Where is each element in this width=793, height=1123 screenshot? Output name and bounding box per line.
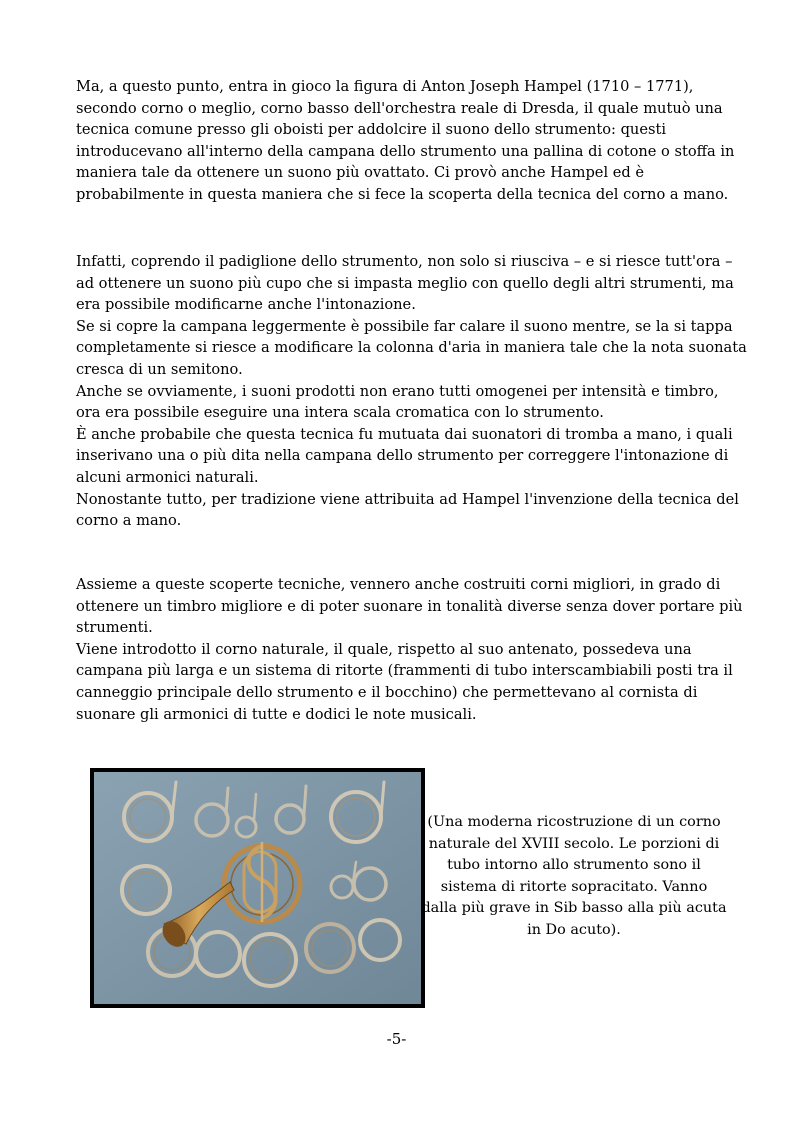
text-line: È anche probabile che questa tecnica fu mutuata dai suonatori di tromba a mano, i quali — [76, 425, 733, 443]
text-line: cresca di un semitono. — [76, 360, 243, 378]
caption-line: tubo intorno allo strumento sono il — [447, 857, 701, 874]
text-line: Infatti, coprendo il padiglione dello strumento, non solo si riusciva – e si riesce tutt'ora – — [76, 253, 733, 270]
text-line: strumenti. — [76, 619, 153, 637]
caption-line: naturale del XVIII secolo. Le porzioni di — [428, 835, 720, 852]
text-line: Anche se ovviamente, i suoni prodotti non erano tutti omogenei per intensità e timbro, — [76, 382, 719, 400]
text-line: Se si copre la campana leggermente è possibile far calare il suono mentre, se la si tappa — [76, 317, 733, 335]
text-line: inserivano una o più dita nella campana dello strumento per correggere l'intonazione di — [76, 447, 729, 465]
natural-horn-photo — [90, 768, 425, 1008]
text-line: corno a mano. — [76, 512, 182, 530]
figure-caption — [420, 812, 728, 942]
paragraph-hand-technique — [76, 251, 747, 532]
text-line: Viene introdotto il corno naturale, il quale, rispetto al suo antenato, possedeva una — [76, 640, 692, 658]
text-line: alcuni armonici naturali. — [76, 468, 259, 486]
caption-line: (Una moderna ricostruzione di un corno — [427, 814, 721, 830]
text-line: introducevano all'interno della campana dello strumento una pallina di cotone o stoffa in — [76, 142, 735, 160]
text-line: ad ottenere un suono più cupo che si impasta meglio con quello degli altri strumenti, ma — [76, 274, 734, 292]
text-line: secondo corno o meglio, corno basso dell'orchestra reale di Dresda, il quale mutuò una — [76, 99, 723, 117]
caption-line: dalla più grave in Sib basso alla più acuta — [421, 900, 727, 917]
text-line: campana più larga e un sistema di ritorte (frammenti di tubo interscambiabili posti tra il — [76, 662, 733, 680]
paragraph-natural-horn — [76, 574, 743, 725]
text-line: suonare gli armonici di tutte e dodici le note musicali. — [76, 705, 477, 723]
caption-line: sistema di ritorte sopracitato. Vanno — [440, 878, 708, 895]
text-line: ora era possibile eseguire una intera scala cromatica con lo strumento. — [76, 404, 604, 422]
text-line: maniera tale da ottenere un suono più ovattato. Ci provò anche Hampel ed è — [76, 164, 645, 182]
text-line: era possibile modificarne anche l'intonazione. — [76, 296, 416, 314]
text-line: canneggio principale dello strumento e il bocchino) che permettevano al cornista di — [76, 683, 698, 701]
text-line: ottenere un timbro migliore e di poter suonare in tonalità diverse senza dover portare più — [76, 597, 743, 615]
text-line: tecnica comune presso gli oboisti per addolcire il suono dello strumento: questi — [76, 121, 666, 139]
text-line: Nonostante tutto, per tradizione viene attribuita ad Hampel l'invenzione della tecnica del — [76, 490, 739, 508]
page-number: -5- — [386, 1030, 407, 1048]
text-line: probabilmente in questa maniera che si fece la scoperta della tecnica del corno a mano. — [76, 185, 729, 203]
text-line: Assieme a queste scoperte tecniche, vennero anche costruiti corni migliori, in grado di — [76, 576, 721, 593]
paragraph-hampel — [76, 76, 735, 206]
text-line: Ma, a questo punto, entra in gioco la figura di Anton Joseph Hampel (1710 – 1771), — [76, 78, 694, 95]
caption-line: in Do acuto). — [527, 921, 621, 938]
text-line: completamente si riesce a modificare la colonna d'aria in maniera tale che la nota suonata — [76, 339, 747, 357]
horn-with-crooks-illustration — [94, 772, 421, 1004]
